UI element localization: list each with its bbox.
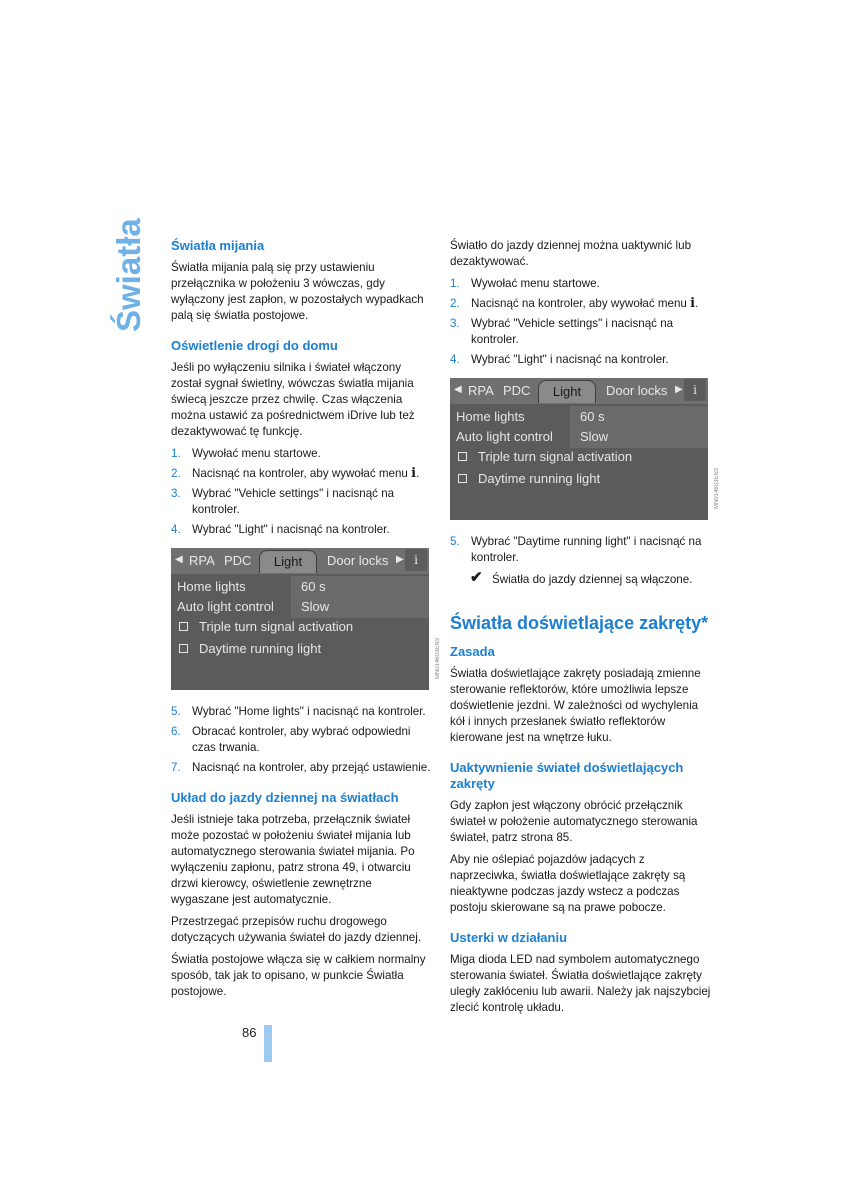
row-auto-light [171,596,429,618]
left-column [171,238,441,1006]
option-triple-turn [171,616,429,638]
right-column [450,238,720,1022]
confirmation-line: ✔ Światła do jazdy dziennej są włączone. [470,569,693,586]
checkbox-icon [179,644,188,653]
list-item: 1. Wywołać menu startowe. [171,447,321,460]
list-item: 4. Wybrać "Light" i nacisnąć na kontroler. [450,353,669,366]
option-label: Daytime running light [199,641,322,656]
row-value: 60 s [301,579,326,594]
chapter-title: Światła [110,218,147,332]
home-lights-text: Jeśli po wyłączeniu silnika i świateł włączony został sygnał świetlny, wówczas światła mijania świecą jeszcze przez chwilę. Czas włączenia można ustawić za pośrednictwem iDrive lub też dezaktywować tę funkcję. [171,361,415,438]
arrow-left-icon: ◀ [454,384,462,395]
section-title-activation: Uaktywnienie świateł doświetlających zakręty [450,760,684,791]
info-icon: i [684,379,706,401]
list-item: 5. Wybrać "Daytime running light" i nacisnąć na kontroler. [450,535,702,564]
list-item: 3. Wybrać "Vehicle settings" i nacisnąć na kontroler. [450,317,674,346]
option-triple-turn [450,446,708,468]
steps-list [171,704,433,776]
info-icon: i [690,296,696,311]
tab-light: Light [538,380,596,403]
option-daytime [450,468,708,490]
principle-text: Światła doświetlające zakręty posiadają zmienne sterowanie reflektorów, które umożliwia lepsze doświetlenie jezdni. W zależności od wychylenia kół i innych przesłanek światło reflektorów kierowane jest na wnętrze łuku. [450,667,701,744]
tab-rpa: RPA [468,383,494,398]
section-title-daytime: Układ do jazdy dziennej na światłach [171,790,399,805]
image-code: MN014603EN3 [714,468,720,510]
daytime-intro: Światło do jazdy dziennej można uaktywnić lub dezaktywować. [450,239,692,268]
arrow-right-icon: ▶ [675,384,683,395]
list-item: 3. Wybrać "Vehicle settings" i nacisnąć na kontroler. [171,487,395,516]
row-label: Auto light control [456,429,553,444]
section-title-low-beam: Światła mijania [171,238,265,253]
activation-text-1: Gdy zapłon jest włączony obrócić przełącznik świateł w położenie automatycznego sterowania świateł, patrz strona 85. [450,799,698,844]
list-item: 4. Wybrać "Light" i nacisnąć na kontroler. [171,523,390,536]
option-label: Triple turn signal activation [199,619,354,634]
row-label: Home lights [456,409,525,424]
idrive-light-screen [171,548,441,690]
checkmark-icon: ✔ [470,569,483,586]
faults-text: Miga dioda LED nad symbolem automatycznego sterowania świateł. Światła doświetlające zakręty uległy zakłóceniu lub awarii. Należy jak najszybciej zlecić kontrolę układu. [450,953,711,1014]
section-title-home-lights: Oświetlenie drogi do domu [171,338,338,353]
option-daytime [171,638,429,660]
row-home-lights [171,576,429,598]
idrive-light-screen [450,378,720,520]
tab-light: Light [259,550,317,573]
page-number: 86 [242,1025,257,1040]
tab-door-locks: Door locks [606,383,668,398]
row-value: Slow [301,599,330,614]
list-item: 2. Nacisnąć na kontroler, aby wywołać menu i. [450,296,699,311]
row-home-lights [450,406,708,428]
option-label: Daytime running light [478,471,601,486]
tab-door-locks: Door locks [327,553,389,568]
page-marker-bar [264,1025,272,1062]
tab-pdc: PDC [224,553,252,568]
list-item: 2. Nacisnąć na kontroler, aby wywołać menu i. [171,466,420,481]
row-label: Home lights [177,579,246,594]
steps-list [450,276,712,368]
row-value: 60 s [580,409,605,424]
daytime-text-2: Przestrzegać przepisów ruchu drogowego dotyczących używania świateł do jazdy dziennej. [171,915,422,944]
list-item: 6. Obracać kontroler, aby wybrać odpowiedni czas trwania. [171,725,411,754]
checkbox-icon [458,474,467,483]
checkbox-icon [458,452,467,461]
info-icon: i [411,466,417,481]
section-title-faults: Usterki w działaniu [450,930,568,945]
option-label: Triple turn signal activation [478,449,633,464]
steps-list [171,446,433,538]
steps-list [450,534,712,566]
tab-pdc: PDC [503,383,531,398]
image-code: MN014603EN3 [435,638,441,680]
list-item: 7. Nacisnąć na kontroler, aby przejąć ustawienie. [171,761,431,774]
list-item: 5. Wybrać "Home lights" i nacisnąć na kontroler. [171,705,426,718]
daytime-text-3: Światła postojowe włącza się w całkiem normalny sposób, tak jak to opisano, w punkcie Światła postojowe. [171,953,426,998]
tab-rpa: RPA [189,553,215,568]
list-item: 1. Wywołać menu startowe. [450,277,600,290]
daytime-text-1: Jeśli istnieje taka potrzeba, przełącznik świateł może pozostać w położeniu świateł mijania lub automatycznego sterowania świateł mijania. Po wyłączeniu zapłonu, patrz strona 49, i otwarciu drzwi kierowcy, oświetlenie zewnętrzne wygaszane jest automatycznie. [171,813,415,906]
chapter-side-tab [110,218,147,332]
row-value: Slow [580,429,609,444]
section-title-principle: Zasada [450,644,495,659]
checkbox-icon [179,622,188,631]
arrow-right-icon: ▶ [396,554,404,565]
low-beam-text: Światła mijania palą się przy ustawieniu przełącznika w położeniu 3 wówczas, gdy wyłączony jest zapłon, w pozostałych wypadkach palą się światła postojowe. [171,261,424,322]
row-auto-light [450,426,708,448]
info-icon: i [405,549,427,571]
arrow-left-icon: ◀ [175,554,183,565]
section-heading-cornering: Światła doświetlające zakręty* [450,613,709,633]
activation-text-2: Aby nie oślepiać pojazdów jadących z naprzeciwka, światła doświetlające zakręty są nieaktywne podczas jazdy wstecz a podczas postoju skierowane są na prawe pobocze. [450,853,686,914]
row-label: Auto light control [177,599,274,614]
